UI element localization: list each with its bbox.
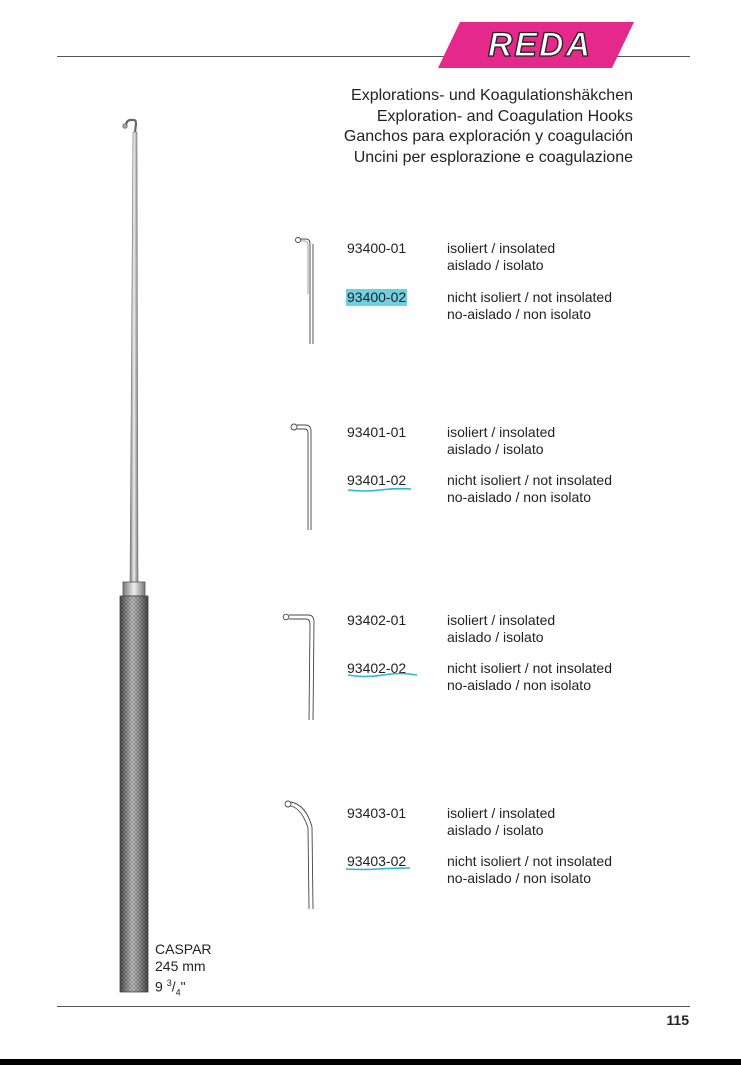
product-desc-line1: isoliert / insolated [447,240,556,256]
product-code-underlined: 93401-02 [347,472,407,488]
instrument-illustration [90,112,180,1002]
instrument-label [155,941,212,1001]
hook-drawing-93403 [280,797,320,912]
product-code: 93402-01 [347,612,407,628]
product-desc-line1: nicht isoliert / not insolated [447,853,612,869]
product-desc-line2: no-aislado / non isolato [447,677,591,693]
title-it: Uncini per esplorazione e coagulazione [353,148,633,166]
instrument-name: CASPAR [155,941,212,957]
product-desc-line1: isoliert / insolated [447,612,556,628]
product-desc-line2: aislado / isolato [447,822,544,838]
product-desc-line1: nicht isoliert / not insolated [447,289,612,305]
page-titles [344,86,633,168]
product-code-underlined: 93403-02 [347,853,407,869]
instrument-length-in: 9 $^3/_4$" [155,978,186,998]
code-underline [345,486,415,494]
footer-rule [57,1006,690,1007]
hook-drawing-93400 [290,234,330,344]
hook-drawing-93401 [285,420,325,530]
product-desc-line1: nicht isoliert / not insolated [447,660,612,676]
page-number: 115 [666,1012,689,1028]
product-desc-line2: aislado / isolato [447,629,544,645]
reda-logo-text: REDA [487,26,593,64]
product-code: 93400-01 [347,240,407,256]
product-desc-line1: nicht isoliert / not insolated [447,472,612,488]
product-desc-line2: no-aislado / non isolato [447,870,591,886]
bottom-bar [0,1059,741,1065]
code-underline [345,672,420,680]
product-code: 93401-01 [347,424,407,440]
product-code: 93403-01 [347,805,407,821]
product-code-underlined: 93402-02 [347,660,407,676]
title-de: Explorations- und Koagulationshäkchen [351,87,633,104]
product-desc-line2: aislado / isolato [447,257,544,273]
product-desc-line1: isoliert / insolated [447,424,556,440]
product-code-highlighted: 93400-02 [347,289,407,305]
product-desc-line2: no-aislado / non isolato [447,306,591,322]
hook-drawing-93402 [280,610,320,720]
title-es: Ganchos para exploración y coagulación [343,128,633,145]
instrument-length-mm: 245 mm [155,958,206,974]
product-desc-line1: isoliert / insolated [447,805,556,821]
product-desc-line2: aislado / isolato [447,441,544,457]
product-desc-line2: no-aislado / non isolato [447,489,591,505]
title-en: Exploration- and Coagulation Hooks [376,107,633,125]
code-underline [343,865,413,873]
